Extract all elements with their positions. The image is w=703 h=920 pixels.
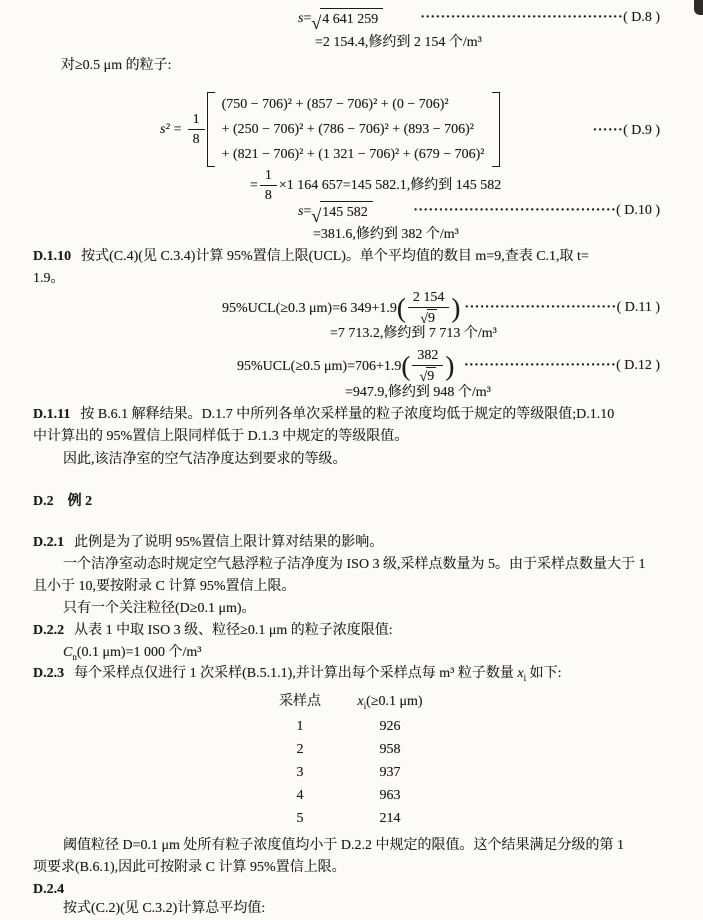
section-d111-line1 [33, 405, 614, 425]
table-row [258, 740, 438, 760]
equation-d12-label [464, 356, 660, 376]
equation-d9-label [593, 121, 660, 141]
equation-d8-label [420, 8, 660, 28]
section-d24-number: D.2.4 [33, 882, 65, 897]
numerator: 1 [188, 112, 205, 130]
numerator: 382 [412, 348, 443, 366]
equals-sign: = [303, 11, 312, 26]
section-d21-line2: 一个洁净室动态时规定空气悬浮粒子洁净度为 ISO 3 级,采样点数量为 5。由于采样点数量大于 1 [63, 557, 646, 572]
bracket-right [492, 92, 500, 167]
dot-leader: ········································ [413, 203, 617, 218]
radical-symbol: √ [311, 13, 322, 33]
equation-d10-result: =381.6,修约到 382 个/m³ [313, 227, 459, 242]
radicand: 4 641 259 [320, 8, 383, 30]
section-number: D.2.1 [33, 535, 65, 550]
equation-d9-result [250, 168, 501, 204]
section-d22-line1 [33, 621, 393, 641]
count-variable: x [357, 694, 364, 709]
section-text: 按 B.6.1 解释结果。D.1.7 中所列各单次采样量的粒子浓度均低于规定的等级限值;D.1.10 [80, 407, 615, 422]
result-text: ×1 164 657=145 582.1,修约到 145 582 [278, 178, 502, 193]
equation-variable: s [298, 11, 304, 26]
table-row [258, 809, 438, 829]
particle-count-cell: 926 [379, 719, 401, 734]
square-root [311, 8, 383, 33]
section-title: 例 2 [67, 494, 93, 509]
equation-number: ( D.8 ) [623, 10, 660, 25]
table-row [258, 717, 438, 737]
equation-d12 [237, 348, 454, 386]
section-d111-line2: 中计算出的 95%置信上限同样低于 D.1.3 中规定的等级限值。 [33, 429, 409, 444]
limit-value: (0.1 μm)=1 000 个/m³ [76, 645, 202, 660]
radicand: 9 [427, 311, 435, 326]
square-root [311, 201, 372, 226]
matrix-row: (750 − 706)² + (857 − 706)² + (0 − 706)² [221, 97, 449, 112]
equals-sign: = [303, 204, 312, 219]
equals-sign: = [250, 178, 258, 193]
header-size-range: (≥0.1 μm) [366, 694, 423, 709]
paren-right: ) [445, 350, 455, 381]
table-row [258, 763, 438, 783]
section-text: 按式(C.4)(见 C.3.4)计算 95%置信上限(UCL)。单个平均值的数目 m=9,查表 C.1,取 t= [81, 249, 589, 264]
fraction [408, 290, 450, 328]
sampling-point-cell: 4 [296, 788, 304, 803]
sampling-point-cell: 2 [296, 742, 304, 757]
equation-d10-label [413, 201, 660, 221]
section-text: 每个采样点仅进行 1 次采样(B.5.1.1),并计算出每个采样点每 m³ 粒子数量 [74, 666, 518, 681]
section-d23-line1 [33, 664, 562, 688]
section-number: D.2 [33, 494, 54, 509]
section-d24-line1: 按式(C.2)(见 C.3.2)计算总平均值: [63, 901, 266, 916]
dot-leader: ······························ [463, 358, 617, 373]
equation-d11-label [465, 298, 661, 318]
fraction [412, 348, 443, 386]
particle-count-cell: 963 [379, 788, 401, 803]
sampling-point-cell: 3 [296, 765, 304, 780]
section-number: D.1.10 [33, 249, 72, 264]
equation-variable: s² [160, 121, 170, 137]
paren-left: ( [401, 350, 411, 381]
fraction [260, 168, 277, 204]
matrix-row: + (250 − 706)² + (786 − 706)² + (893 − 706)² [221, 122, 474, 137]
particle-count-cell: 214 [379, 811, 401, 826]
dot-leader: ······ [592, 123, 624, 138]
denominator: 8 [264, 188, 272, 203]
closing-line1: 阈值粒径 D=0.1 μm 处所有粒子浓度值均小于 D.2.2 中规定的限值。这个结果满足分级的第 1 [63, 838, 625, 853]
section-d21-line3: 且小于 10,要按附录 C 计算 95%置信上限。 [33, 579, 296, 594]
denominator: 8 [192, 131, 200, 147]
subscript: n [72, 651, 77, 662]
sampling-point-cell: 1 [296, 719, 304, 734]
equation-number: ( D.12 ) [616, 358, 660, 373]
section-number: D.1.11 [33, 407, 71, 422]
section-text: 此例是为了说明 95%置信上限计算对结果的影响。 [74, 535, 384, 550]
subscript: i [523, 672, 527, 683]
sampling-point-header: 采样点 [279, 694, 321, 709]
scan-artifact [694, 0, 703, 15]
section-number: D.2.2 [33, 623, 65, 638]
section-number: D.2.3 [33, 666, 65, 681]
particle-count-header [342, 692, 438, 716]
section-d21-line4: 只有一个关注粒径(D≥0.1 μm)。 [63, 601, 256, 616]
equation-d8-result: =2 154.4,修约到 2 154 个/m³ [315, 35, 482, 50]
closing-line2: 项要求(B.6.1),因此可按附录 C 计算 95%置信上限。 [33, 860, 346, 875]
radical-symbol: √ [419, 370, 428, 385]
equation-number: ( D.11 ) [616, 300, 660, 315]
table-header-row [258, 692, 438, 716]
radical-symbol: √ [420, 312, 428, 327]
equation-d8 [298, 8, 383, 33]
section-d110-line2: 1.9。 [33, 271, 65, 286]
count-variable: x [517, 666, 524, 681]
radicand: 145 582 [320, 201, 373, 223]
particle-count-cell: 958 [379, 742, 401, 757]
equation-d11-result: =7 713.2,修约到 7 713 个/m³ [330, 326, 497, 341]
sampling-point-cell: 5 [296, 811, 304, 826]
section-text: 从表 1 中取 ISO 3 级、粒径≥0.1 μm 的粒子浓度限值: [74, 623, 393, 638]
equation-number: ( D.10 ) [616, 203, 660, 218]
equation-variable: s [298, 204, 304, 219]
equation-d9 [160, 92, 500, 167]
equation-d12-result: =947.9,修约到 948 个/m³ [345, 385, 491, 400]
radicand: 9 [427, 369, 435, 384]
section-d2-heading [33, 492, 92, 512]
section-d110-line1 [33, 247, 589, 267]
bracket-left [207, 92, 215, 167]
table-row [258, 786, 438, 806]
numerator: 2 154 [408, 290, 450, 308]
numerator: 1 [260, 168, 277, 186]
equation-text: 95%UCL(≥0.5 μm)=706+1.9 [237, 359, 402, 374]
paren-right: ) [451, 292, 461, 323]
matrix-row: + (821 − 706)² + (1 321 − 706)² + (679 − 706)² [221, 147, 485, 162]
fraction [188, 112, 205, 148]
section-d111-line3: 因此,该洁净室的空气洁净度达到要求的等级。 [63, 452, 347, 467]
paren-left: ( [396, 292, 406, 323]
dot-leader: ······························ [464, 300, 617, 315]
radical-symbol: √ [311, 206, 322, 226]
section-d21-line1 [33, 533, 383, 553]
subscript: i [363, 700, 367, 711]
concentration-variable: C [63, 645, 73, 660]
equation-d10 [298, 201, 373, 226]
matrix-rows [215, 92, 492, 167]
paragraph-ge05: 对≥0.5 μm 的粒子: [61, 58, 172, 73]
particle-count-cell: 937 [379, 765, 401, 780]
section-text: 如下: [526, 666, 562, 681]
dot-leader: ········································ [420, 10, 624, 25]
equation-number: ( D.9 ) [623, 123, 660, 138]
equation-d11 [222, 290, 460, 328]
equation-text: 95%UCL(≥0.3 μm)=6 349+1.9 [222, 301, 397, 316]
equals-sign: = [173, 121, 182, 137]
